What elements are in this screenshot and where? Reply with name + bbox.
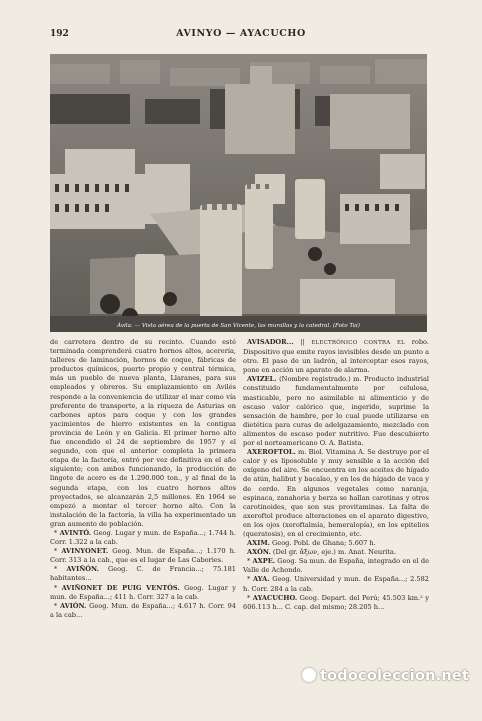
watermark-logo-icon [302,668,316,682]
photo-caption: Ávila. — Vista aérea de la puerta de San Vicente, las murallas y la catedral. (Foto Tai) [117,323,360,329]
entry-axim: AXIM. Geog. Pobl. de Ghana; 5.607 h. [247,539,376,548]
entry-avinyonet: * AVINYONET. Geog. Mun. de España...; 1.170 h. Corr. 313 a la cab., que es el lugar de Las Cabories. [50,547,236,565]
entry-ayacucho: * AYACUCHO. Geog. Depart. del Perú; 45.503 km.² y 606.113 h... C. cap. del mismo; 28.205 h... [243,593,429,611]
entry-avinto: * AVINTÓ. Geog. Lugar y mun. de España...; 1.744 h. Corr. 1.322 a la cab. [50,528,236,547]
page-number: 192 [50,29,69,39]
right-column [243,338,429,612]
entry-avion: * AVIÓN. Geog. Mun. de España...; 4.617 h. Corr. 94 a la cab... [50,601,236,619]
entry-avizel: AVIZEL. (Nombre registrado.) m. Producto industrial constituido fundamentalmente por celulosa, masticable, pero no asimilable ni alimenticio y de escaso valor calórico que, ingerido, suprime la sensación de hambre, por lo cual puede utilizarse en dietética para curas de adelgazamiento, mezclado con alimentos de escaso poder nutritivo. Fue descubierto por el norteamericano O. A. Batista. [243,375,429,448]
entry-avinon: * AVIÑÓN. Geog. C. de Francia...; 75.181 habitantes... [50,565,236,583]
entry-avinonet: * AVIÑONET DE PUIG VENTÓS. Geog. Lugar y mun. de España...; 411 h. Corr. 327 a la cab. [50,583,236,601]
continuation-paragraph: de carretera dentro de su recinto. Cuando esté terminada comprenderá cuatro hornos altos, acerería, talleres de laminación, hornos de coque, fábricas de productos químicos, puerto propio y central térmica, más un pueblo de nueva planta, Llaranes, para sus empleados y obreros. Su emplazamiento en Avilés responde a la conveniencia de utilizar el mar como vía preferente de transporte, a la riqueza de Asturias en carbones aptos para coque y con los grandes yacimientos de hierro existentes en la contigua provincia de León y en Galicia. El primer horno alto fue encendido el 24 de septiembre de 1957 y el segundo, con que el anterior completa la primera etapa de la factoría, entró por vez definitiva en el año siguiente; con ambos funcionando, la producción de lingote de acero es de 1.290.000 ton., y al final de la segunda etapa, con los cuatro hornos altos proyectados, se alcanzarán 2,5 millones. En 1964 se empezó a montar el tercer horno alto. Con la instalación de la factoría, la villa ha experimentado un gran aumento de población. [50,338,236,528]
watermark-text: todocoleccion.net [320,668,470,684]
entry-avisador: AVISADOR... || ELECTRÓNICO CONTRA EL robo. Dispositivo que emite rayos invisibles desde un punto a otro. El paso de un ladrón, al interceptar esos rayos, pone en acción un aparato de alarma. [243,338,429,375]
entry-axpe: * AXPE. Geog. Sa mun. de España, integrado en el de Valle de Achondo. [243,557,429,575]
left-column [50,338,236,620]
aerial-photo [50,54,427,332]
watermark [302,663,480,689]
entry-axon: AXÓN. (Del gr. ἄξων, eje.) m. Anat. Neurita. [247,548,397,557]
entry-aya: * AYA. Geog. Universidad y mun. de España...; 2.582 h. Corr. 284 a la cab. [243,575,429,593]
running-title: AVINYO — AYACUCHO [176,28,306,39]
entry-axeroftol: AXEROFTOL. m. Biol. Vitamina A. Se destruye por el calor y es liposoluble y muy sensible a la acción del oxígeno del aire. Se encuentra en los aceites de hígado de atún, halibut y bacalao, y en los de hígado de vaca y de cerdo. En algunos vegetales como naranja, espinaca, zanahoria y berza se hallan carotinas y otros carotinoides, que son sus provitaminas. La falta de axeroftol produce alteraciones en el aparato digestivo, en los ojos (xeroftalmía, hemeralopía), en los epitelios (queratosis), en el crecimiento, etc. [243,448,429,538]
